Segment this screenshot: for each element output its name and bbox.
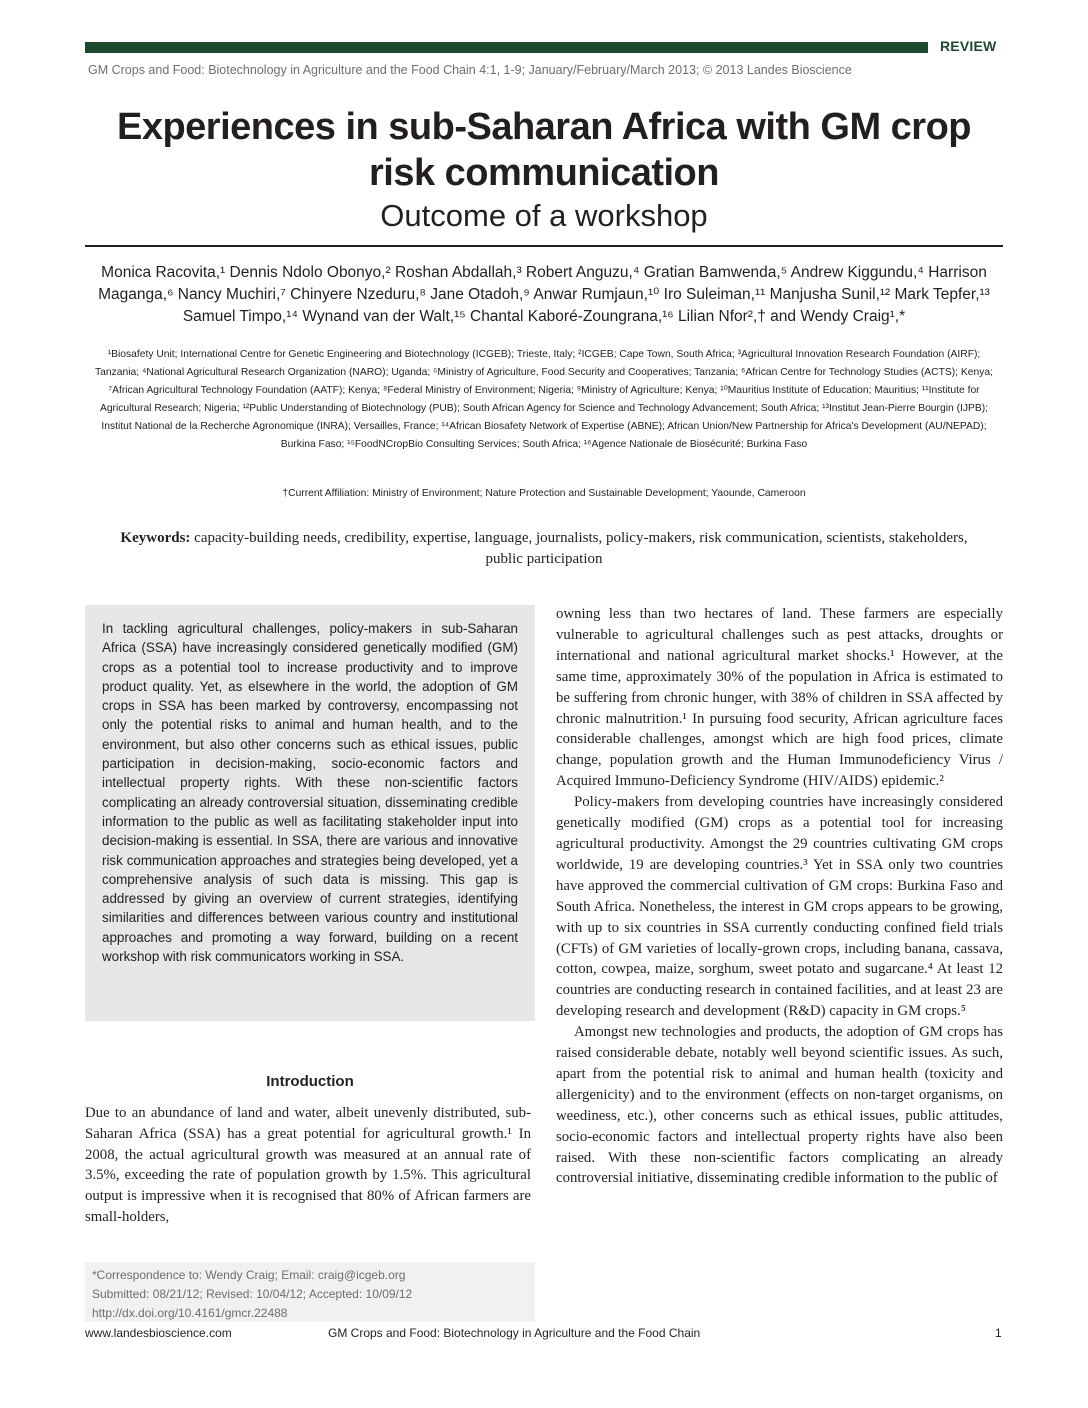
affiliations: ¹Biosafety Unit; International Centre for Genetic Engineering and Biotechnology (ICGEB); Trieste, Italy; ²ICGEB; Cape Town, South Africa; ³Agricultural Innovation Research Foundation (AIRF); Tanzania; ⁴National Agricultural Research Organization (NARO); Uganda; ⁵Ministry of Agriculture, Food Security and Cooperatives; Tanzania; ⁶African Centre for Technology Studies (ACTS); Kenya; ⁷African Agricultural Technology Foundation (AATF); Kenya; ⁸Federal Ministry of Environment; Nigeria; ⁹Ministry of Agriculture; Kenya; ¹⁰Mauritius Institute of Education; Mauritius; ¹¹Institute for Agricultural Research; Nigeria; ¹²Public Understanding of Biotechnology (PUB); South African Agency for Science and Technology Advancement; South Africa; ¹³Institut Jean-Pierre Bourgin (IJPB); Institut National de la Recherche Agronomique (INRA); Versailles, France; ¹⁴African Biosafety Network of Expertise (ABNE); African Union/New Partnership for Africa's Development (AU/NEPAD); Burkina Faso; ¹⁵FoodNCropBio Consulting Services; South Africa; ¹⁶Agence Nationale de Biosécurité; Burkina Faso [95, 349, 993, 450]
body-paragraph: Policy-makers from developing countries have increasingly considered genetically modified (GM) crops as a potential tool for increasing agricultural productivity. Amongst the 29 countries cultivating GM crops worldwide, 19 are developing countries.³ Yet in SSA only two countries have approved the commercial cultivation of GM crops: Burkina Faso and South Africa. Nonetheless, the interest in GM crops appears to be growing, with up to six countries in SSA currently conducting confined field trials (CFTs) of GM varieties of locally-grown crops, including banana, cassava, cotton, cowpea, maize, sorghum, sweet potato and sugarcane.⁴ At least 12 countries are conducting research in contained facilities, and at least 23 are developing research and development (R&D) capacity in GM crops.⁵ [556, 794, 1003, 1020]
doi-link[interactable]: http://dx.doi.org/10.4161/gmcr.22488 [92, 1306, 288, 1320]
correspondence-author: *Correspondence to: Wendy Craig; Email: craig@icgeb.org [92, 1268, 406, 1282]
right-column [556, 604, 1003, 1189]
title-divider [85, 245, 1003, 247]
footer-url[interactable]: www.landesbioscience.com [85, 1326, 232, 1340]
page-number: 1 [995, 1326, 1002, 1340]
section-heading-introduction: Introduction [266, 1073, 354, 1090]
body-paragraph: Due to an abundance of land and water, albeit unevenly distributed, sub-Saharan Africa (SSA) has a great potential for agricultural growth.¹ In 2008, the actual agricultural growth was measured at an annual rate of 3.5%, exceeding the rate of population growth by 1.5%. This agricultural output is impressive when it is recognised that 80% of African farmers are small-holders, [85, 1105, 531, 1225]
article-type-label: REVIEW [940, 38, 997, 54]
current-affiliation: †Current Affiliation: Ministry of Environment; Nature Protection and Sustainable Development; Yaounde, Cameroon [282, 488, 806, 499]
article-subtitle: Outcome of a workshop [380, 198, 708, 233]
author-list: Monica Racovita,¹ Dennis Ndolo Obonyo,² Roshan Abdallah,³ Robert Anguzu,⁴ Gratian Bamwenda,⁵ Andrew Kiggundu,⁴ Harrison Maganga,⁶ Nancy Muchiri,⁷ Chinyere Nzeduru,⁸ Jane Otadoh,⁹ Anwar Rumjaun,¹⁰ Iro Suleiman,¹¹ Manjusha Sunil,¹² Mark Tepfer,¹³ Samuel Timpo,¹⁴ Wynand van der Walt,¹⁵ Chantal Kaboré-Zoungrana,¹⁶ Lilian Nfor²,† and Wendy Craig¹,* [98, 264, 990, 325]
keywords-label: Keywords: [120, 530, 191, 546]
abstract-text: In tackling agricultural challenges, policy-makers in sub-Saharan Africa (SSA) have increasingly considered genetically modified (GM) crops as a potential tool to increase productivity and to improve product quality. Yet, as elsewhere in the world, the adoption of GM crops in SSA has been marked by controversy, encompassing not only the potential risks to animal and human health, and to the environment, but also other concerns such as ethical issues, public participation in decision-making, socio-economic factors and intellectual property rights. With these non-scientific factors complicating an already controversial situation, disseminating credible information to the public as well as facilitating stakeholder input into decision-making is essential. In SSA, there are various and innovative risk communication approaches and strategies being developed, yet a comprehensive analysis of such data is missing. This gap is addressed by giving an overview of current strategies, identifying similarities and differences between various country and institutional approaches and promoting a way forward, building on a recent workshop with risk communicators working in SSA. [102, 621, 518, 965]
submission-dates: Submitted: 08/21/12; Revised: 10/04/12; Accepted: 10/09/12 [92, 1287, 413, 1301]
footer-journal-title: GM Crops and Food: Biotechnology in Agriculture and the Food Chain [328, 1326, 701, 1340]
body-paragraph: Amongst new technologies and products, the adoption of GM crops has raised considerable debate, notably well beyond scientific issues. As such, apart from the potential risk to animal and human health (toxicity and allergenicity) and to the environment (effects on non-target organisms, on weediness, etc.), other concerns such as ethical issues, public attitudes, socio-economic factors and intellectual property rights have also been raised. With these non-scientific factors complicating an already controversial initiative, disseminating credible information to the public of [556, 1024, 1003, 1187]
article-title: Experiences in sub-Saharan Africa with GM crop risk communication [116, 106, 972, 194]
running-header: GM Crops and Food: Biotechnology in Agriculture and the Food Chain 4:1, 1-9; January/February/March 2013; © 2013 Landes Bioscience [88, 63, 852, 77]
header-rule [85, 42, 928, 53]
keywords [100, 528, 988, 570]
body-paragraph: owning less than two hectares of land. These farmers are especially vulnerable to agricultural challenges such as pest attacks, droughts or international and national agricultural market shocks.¹ However, at the same time, approximately 30% of the population in Africa is estimated to be suffering from chronic hunger, with 38% of children in SSA affected by chronic malnutrition.¹ In pursuing food security, African agriculture faces considerable challenges, amongst which are high food prices, climate change, population growth and the Human Immunodeficiency Virus / Acquired Immuno-Deficiency Syndrome (HIV/AIDS) epidemic.² [556, 606, 1003, 790]
keywords-list: capacity-building needs, credibility, expertise, language, journalists, policy-makers, risk communication, scientists, stakeholders, public participation [194, 530, 968, 567]
